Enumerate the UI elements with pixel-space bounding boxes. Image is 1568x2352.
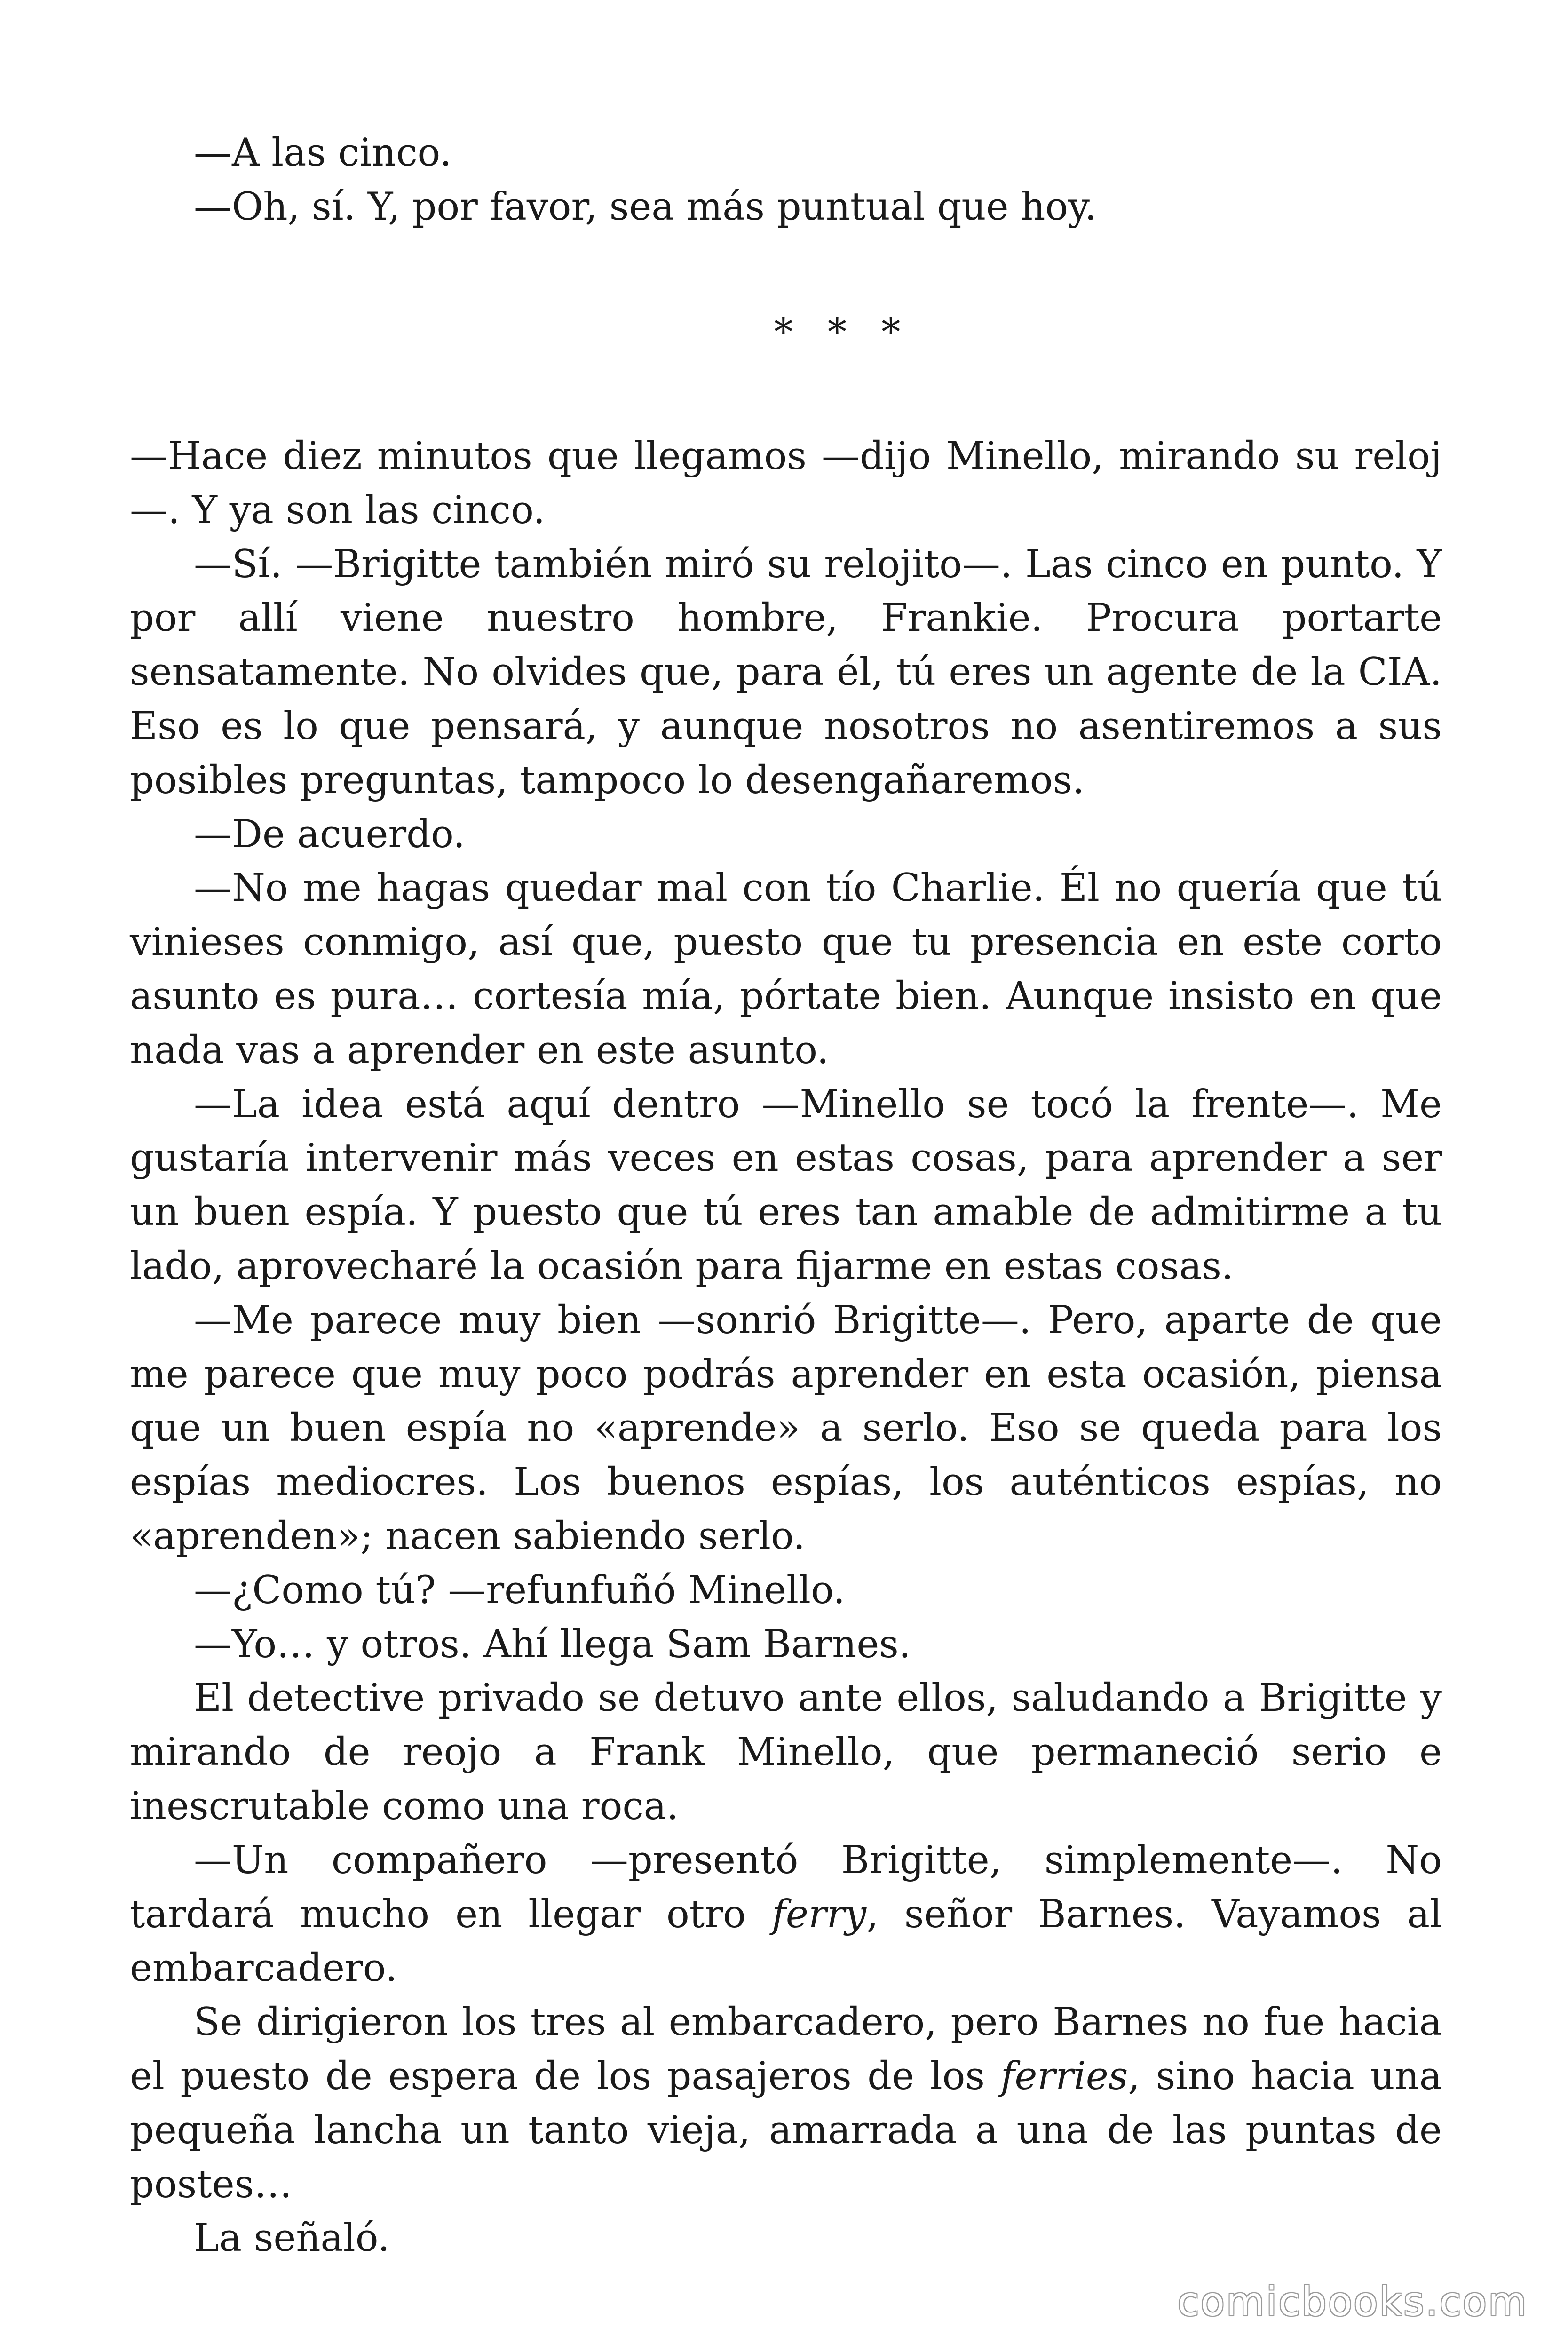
paragraph: —De acuerdo. (194, 812, 466, 857)
paragraph: El detective privado se detuvo ante ellos, saludando a Brigitte y mirando de reojo a Frank Minello, que permaneció serio e inescrutable como una roca. (130, 1676, 1442, 1828)
section-separator: * * * (774, 310, 912, 355)
text-run: , señor Barnes. Vayamos al embarcadero. (130, 1892, 1442, 1991)
paragraph (130, 1834, 1442, 1995)
paragraph: —A las cinco. (194, 131, 452, 175)
paragraph: —Hace diez minutos que llegamos —dijo Minello, mirando su reloj —. Y ya son las cinco. (130, 434, 1442, 532)
watermark: comicbooks.com (1177, 2279, 1528, 2325)
paragraph: —Oh, sí. Y, por favor, sea más puntual que hoy. (194, 184, 1097, 229)
paragraph: —La idea está aquí dentro —Minello se tocó la frente—. Me gustaría intervenir más veces en estas cosas, para aprender a ser un buen espía. Y puesto que tú eres tan amable de admitirme a tu lado, aprovecharé la ocasión para fijarme en estas cosas. (130, 1082, 1442, 1288)
paragraph: La señaló. (194, 2216, 390, 2261)
paragraph: —Yo… y otros. Ahí llega Sam Barnes. (194, 1622, 911, 1667)
italic-word: ferries (1000, 2054, 1128, 2098)
text-run: , sino hacia una pequeña lancha un tanto vieja, amarrada a una de las puntas de postes… (130, 2054, 1442, 2207)
main-text (130, 429, 1442, 2265)
paragraph (130, 1995, 1442, 2211)
text-run: Se dirigieron los tres al embarcadero, pero Barnes no fue hacia el puesto de espera de los pasajeros de los (130, 2000, 1442, 2098)
text-run: —Un compañero —presentó Brigitte, simplemente—. No tardará mucho en llegar otro (130, 1838, 1442, 1937)
paragraph: —Sí. —Brigitte también miró su relojito—. Las cinco en punto. Y por allí viene nuestro hombre, Frankie. Procura portarte sensatamente. No olvides que, para él, tú eres un agente de la CIA. Eso es lo que pensará, y aunque nosotros no asentiremos a sus posibles preguntas, tampoco lo desengañaremos. (130, 542, 1442, 803)
paragraph: —No me hagas quedar mal con tío Charlie. Él no quería que tú vinieses conmigo, así que, puesto que tu presencia en este corto asunto es pura… cortesía mía, pórtate bien. Aunque insisto en que nada vas a aprender en este asunto. (130, 866, 1442, 1073)
paragraph: —¿Como tú? —refunfuñó Minello. (194, 1568, 846, 1613)
paragraph: —Me parece muy bien —sonrió Brigitte—. Pero, aparte de que me parece que muy poco podrás aprender en esta ocasión, piensa que un buen espía no «aprende» a serlo. Eso se queda para los espías mediocres. Los buenos espías, los auténticos espías, no «aprenden»; nacen sabiendo serlo. (130, 1298, 1442, 1558)
italic-word: ferry (771, 1892, 867, 1937)
top-dialogue (130, 126, 1442, 234)
